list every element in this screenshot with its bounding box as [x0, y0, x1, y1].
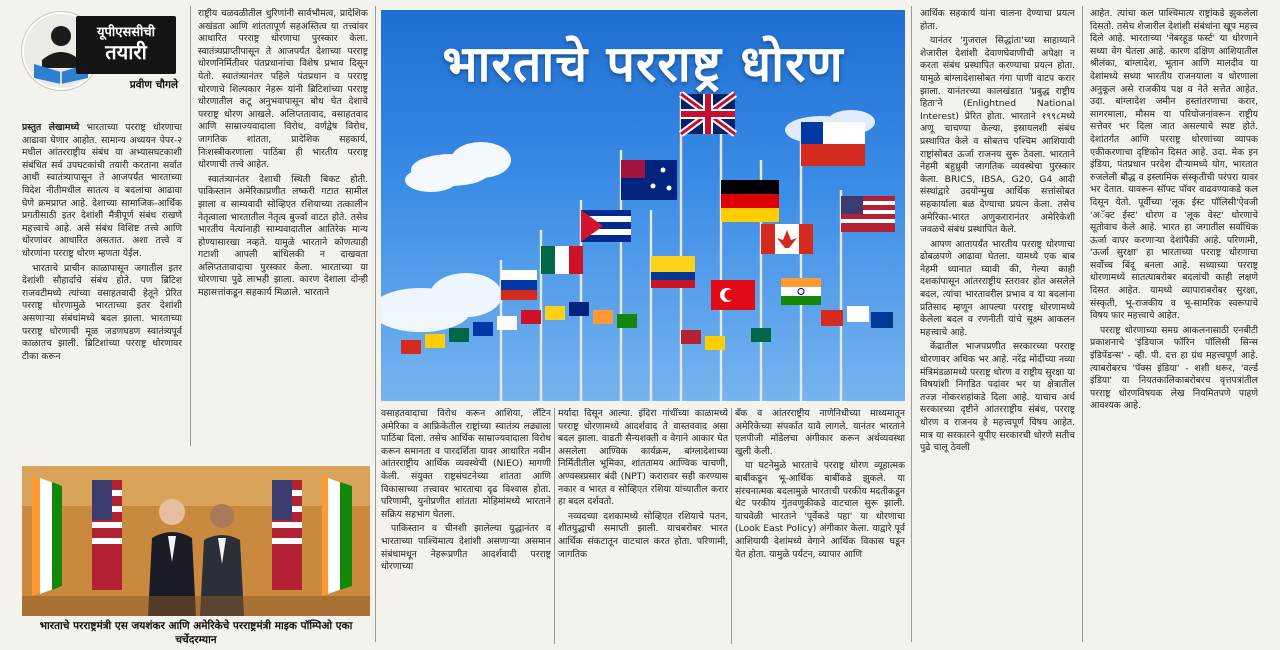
paragraph: या घटनेमुळे भारताचे परराष्ट्र धोरण व्यूहात्मक बाबींकडून भू-आर्थिक बाबींकडे झुकले. या संरचनात्मक बदलामुळे भारताची परकीय मदतीकडून थेट परकीय गुंतवणुकीकडे वाटचाल सुरू झाली. याचवेळी भारताने 'पूर्वेकडे पहा' या धोरणाचा (Look East Policy) अंगीकार केला. याद्वारे पूर्व आशियायी देशांमध्ये वेगाने आर्थिक विकास घडून येत होता. यामुळे पर्यटन, व्यापार आणि [735, 460, 905, 560]
meeting-photo [22, 466, 370, 616]
paragraph: नव्वदच्या दशकामध्ये सोव्हिएत रशियाचे पतन, शीतयुद्धाची समाप्ती झाली. याचबरोबर भारत आर्थिक संकटातून वाटचाल करत होता. परिणामी, जागतिक [558, 510, 728, 560]
flag-india [781, 278, 821, 305]
column-divider [911, 6, 912, 642]
paragraph: आपण आतापर्यंत भारतीय परराष्ट्र धोरणाचा ढोबळपणे आढावा घेतला. यामध्ये एक बाब नेहमी ध्यानात घ्यावी की, गेल्या काही दशकांपासून आंतरराष्ट्रीय स्तरावर होत असलेले बदल, त्यांचा भारतावरील प्रभाव व या बदलांना प्रतिसाद म्हणून आपल्या परराष्ट्र धोरणामध्ये केलेला बदल व रणनीती यांचे सूक्ष्म आकलन महत्त्वाचे आहे. [920, 238, 1075, 338]
flag-cuba [581, 210, 631, 242]
paragraph: बँक व आंतरराष्ट्रीय नाणेनिधीच्या माध्यमातून अमेरिकेच्या संपर्कात यावे लागले. यानंतर भारताने एलपीजी मॉडेलचा अंगीकार करून अर्थव्यवस्था खुली केली. [735, 408, 905, 457]
flag-uk [681, 94, 735, 134]
flag-india [322, 476, 352, 596]
series-title-box [76, 16, 176, 74]
series-subtitle: तयारी [105, 40, 147, 64]
article-column-4 [558, 408, 728, 644]
column-divider [731, 408, 732, 644]
flag-india [32, 476, 62, 596]
paragraph: वसाहतवादाचा विरोध करून आशिया, लॅटिन अमेरिका व आफ्रिकेतील राष्ट्रांच्या स्वातंत्र्य लढ्याला पाठिंबा दिला. तसेच आर्थिक साम्राज्यवादाला विरोध करून समानता व पारदर्शिता यावर आधारित नवीन आंतरराष्ट्रीय आर्थिक व्यवस्थेची (NIEO) मागणी केली. संयुक्त राष्ट्रसंघटनेच्या शांतता आणि विकासाच्या तत्त्वावर भारताचा दृढ विश्वास होता. परिणामी, युनोप्रणीत शांतता मोहिमांमध्ये भारताने सक्रिय सहभाग घेतला. [381, 408, 551, 520]
flag-turkey [711, 280, 755, 310]
cloud [405, 142, 511, 192]
column-divider [375, 6, 376, 642]
paragraph: केंद्रातील भाजपप्रणीत सरकारच्या परराष्ट्र धोरणावर अधिक भर आहे. नरेंद्र मोदींच्या नव्या मंत्रिमंडळामध्ये परराष्ट्र धोरण व राष्ट्रीय सुरक्षा या विषयांशी निगडित पदांवर भर या क्षेत्रातील तज्ज्ञ नोकरशहांकडे दिला आहे. याचाच अर्थ सरकारच्या दृष्टीने आंतरराष्ट्रीय संबंध, परराष्ट्र धोरण व राजनय हे महत्त्वपूर्ण विषय आहेत. मात्र या सरकारने यूपीए सरकारची धोरणे सतीच पुढे चालू ठेवली [920, 341, 1075, 454]
column-divider [1082, 6, 1083, 642]
column-divider [190, 6, 191, 446]
paragraph: राष्ट्रीय चळवळीतील धुरिणांनी सार्वभौमत्व, प्रादेशिक अखंडता आणि शांततापूर्ण सहअस्तित्व या तत्त्वांवर आधारित परराष्ट्र धोरणाचा पुरस्कार केला. स्वातंत्र्यप्राप्तीपासून ते आजपर्यंत देशाच्या परराष्ट्र धोरणनिर्मितीवर पंतप्रधानांचा विशेष प्रभाव दिसून येतो. स्वातंत्र्यानंतर पहिले पंतप्रधान व परराष्ट्र धोरणाचे शिल्पकार नेहरू यांनी ब्रिटिशांच्या परराष्ट्र धोरणातील कटू अनुभवापासून बोध घेत देशाचे परराष्ट्र धोरण आखले. अलिप्ततावाद, वसाहतवाद आणि साम्राज्यवादाला विरोध, वर्णद्वेष विरोध, जागतिक शांतता, प्रादेशिक सहकार्य, निःशस्त्रीकरणाला पाठिंबा ही भारतीय परराष्ट्र धोरणाची तत्त्वे आहेत. [198, 8, 368, 171]
paragraph: आहेत. त्यांचा कल पाश्चिमात्य राष्ट्रांकडे झुकलेला दिसतो. तसेच शेजारील देशांशी संबंधांना खूप महत्त्व दिले आहे. भारताच्या 'नेबरहूड फर्स्ट' या धोरणाने सध्या वेग घेतला आहे. कारण दक्षिण आशियातील श्रीलंका, बांग्लादेश, भूतान आणि मालदीव या देशांमध्ये सध्या भारतीय राजनयाला व धोरणाला अनुकूल असे राजकीय पक्ष व नेते सत्तेत आहेत. उदा. बांग्लादेश जमीन हस्तांतरणाचा करार, सागरमाला, मौसम या परियोजनांवरून राष्ट्रीय सत्तेवर भर दिला जात असल्याचे स्पष्ट होते. देशांतर्गत आणि परराष्ट्र धोरणांच्या व्यापक एकीकरणाचा दृष्टिकोन दिसत आहे. उदा. मेक इन इंडिया, पंतप्रधान परदेश दौऱ्यामध्ये योग, भारतात रुजलेली बौद्ध व इस्लामिक संस्कृतीची परंपरा यावर भर देतात. यावरून सॉफ्ट पॉवर वाढवण्याकडे कल दिसून येतो. पूर्वीच्या 'लूक ईस्ट पॉलिसी'ऐवजी 'अॅक्ट ईस्ट' धोरण व 'लूक वेस्ट' धोरणाचे सूतोवाच केले आहे. भारत हा जगातील सर्वाधिक ऊर्जा वापर करणाऱ्या देशांपैकी आहे. परिणामी, 'ऊर्जा सुरक्षा' हा भारताच्या परराष्ट्र धोरणाचा सर्वोच्च बिंदू बनला आहे. सध्याच्या परराष्ट्र धोरणामध्ये सातत्याबरोबर बदलांची काही लक्षणे दिसत आहेत. यामध्ये व्यापाराबरोबर सुरक्षा, संस्कृती, भू-राजकीय व भू-सामरिक स्वरूपाचे विषय फार महत्त्वाचे आहेत. [1090, 8, 1258, 322]
headline: भारताचे परराष्ट्र धोरण [442, 35, 844, 93]
flag-usa [92, 480, 122, 590]
article-column-1 [22, 122, 182, 444]
flag-canada [761, 224, 813, 254]
flag-mexico [541, 246, 583, 274]
flag-usa [272, 480, 302, 590]
paragraph: भारताचे प्राचीन काळापासून जगातील इतर देशांशी सौहार्दाचे संबंध होते. पण ब्रिटिश राजवटीमध्ये त्यांच्या वसाहतवादी हेतूने प्रेरित परराष्ट्र धोरणामुळे भारताच्या इतर देशांशी असणाऱ्या संबंधांमध्ये बदल झाला. भारताच्या परराष्ट्र धोरणाची मूळ जडणघडण स्वातंत्र्यपूर्व काळातच झाली. ब्रिटिशांच्या परराष्ट्र धोरणावर टीका करून [22, 262, 182, 362]
paragraph: मर्यादा दिसून आल्या. इंदिरा गांधींच्या काळामध्ये परराष्ट्र धोरणामध्ये आदर्शवाद ते वास्तववाद असा बदल झाला. वाढती सैन्यशक्ती व वेगाने आकार घेत असलेला आण्विक कार्यक्रम, बांग्लादेशाच्या निर्मितीतील भूमिका, शांततामय आण्विक चाचणी, अण्वस्त्रप्रसार बंदी (NPT) करारावर सही करण्यास नकार व भारत व सोव्हिएत रशिया यांच्यातील करार हा बदल दर्शवतो. [558, 408, 728, 508]
paragraph: यानंतर 'गुजराल सिद्धांता'च्या साहाय्याने शेजारील देशांशी देवाणघेवाणीची अपेक्षा न करता संबंध प्रस्थापित करण्याचा प्रयत्न होता. यामुळे बांग्लादेशासोबत गंगा पाणी वाटप करार झाला. यानंतरच्या कालखंडात 'प्रबुद्ध राष्ट्रीय हिता'ने (Enlightned National Interest) प्रेरित होता. भारताने १९९८मध्ये अणू चाचण्या केल्या, इस्रायलशी संबंध प्रस्थापित केले व सोबतच पश्चिम आशियायी राष्ट्रांसोबत ऊर्जा राजनय सुरू ठेवला. भारताने नेहमी बहुध्रुवी जागतिक व्यवस्थेचा पुरस्कार केला. BRICS, IBSA, G20, G4 आदी संस्थांद्वारे उदयोन्मुख आर्थिक सत्तांसोबत सहकार्याला बळ देण्याचा प्रयत्न केला. तसेच अमेरिका-भारत अणुकरारानंतर अमेरिकेशी जवळचे संबंध प्रस्थापित केले. [920, 35, 1075, 236]
column-badge [22, 10, 182, 108]
series-name: यूपीएससीची [96, 25, 156, 40]
flag-colombia [651, 256, 695, 288]
paragraph: पाकिस्तान व चीनशी झालेल्या युद्धानंतर व भारताच्या पाश्चिमात्य देशांशी असणाऱ्या असमान संबंधामधून नेहरूप्रणीत आदर्शवादी परराष्ट्र धोरणाच्या [381, 523, 551, 573]
paragraph: प्रस्तुत लेखामध्ये भारताच्या परराष्ट्र धोरणाचा आढावा घेणार आहोत. सामान्य अध्ययन पेपर-२ मधील आंतरराष्ट्रीय संबंध या अभ्यासघटकाशी संबंधित सर्व उपघटकांची तयारी करताना सर्वात आधी स्वातंत्र्यापासून ते आजपर्यंत भारताच्या विदेश नीतीमधील सातत्य व बदलांचा आढावा घेणे क्रमप्राप्त आहे. देशाच्या सामाजिक-आर्थिक प्रगतीसाठी इतर देशांशी मैत्रीपूर्ण संबंध राखणे महत्त्वाचे आहे. असे संबंध विशिष्ट तत्त्वे आणि धोरणांवर आधारित असतात. अशा तत्त्वे व धोरणांना परराष्ट्र धोरण म्हणता येईल. [22, 122, 182, 259]
paragraph: आर्थिक सहकार्य यांना चालना देण्याचा प्रयत्न होता. [920, 8, 1075, 32]
column-divider [554, 408, 555, 644]
flag-germany [721, 180, 779, 222]
article-column-2 [198, 8, 368, 444]
author-name: प्रवीण चौगले [129, 79, 178, 91]
article-column-7 [1090, 8, 1258, 644]
article-column-3 [381, 408, 551, 644]
lead-in: प्रस्तुत लेखामध्ये [22, 122, 80, 133]
hero-flags-image [381, 10, 905, 401]
paragraph: स्वातंत्र्यानंतर देशाची स्थिती बिकट होती. पाकिस्तान अमेरिकाप्रणीत लष्करी गटात सामील झाला व साम्यवादी सोव्हिएत रशियाच्या तत्कालीन नेतृत्वाला भारतातील नेतृत्व बुर्ज्वा वाटत होते. तसेच भारतीय नेत्यांनाही साम्यवादातील आतिरेक मान्य होण्यासारखा नव्हते. यामुळे भारताने कोणत्याही गटाशी आपली बांधिलकी न दाखवता अलिप्ततावादाचा पुरस्कार केला. भारताच्या या धोरणाचा पुढे लाभही झाला. कारण देशाला दोन्ही महासत्तांकडून सहकार्य मिळाले. भारताने [198, 173, 368, 299]
flag-chile [801, 122, 865, 166]
flag-australia [621, 160, 677, 200]
flag-usa [841, 196, 895, 232]
flag-russia [501, 270, 537, 300]
article-column-5 [735, 408, 905, 644]
paragraph: परराष्ट्र धोरणाच्या समग्र आकलनासाठी एनबीटी प्रकाशनाचे 'इंडियाज फॉरिन पॉलिसी सिन्स इंडिपेंडन्स' - व्ही. पी. दत्त हा ग्रंथ महत्त्वपूर्ण आहे. त्याबरोबरच 'पॅक्स इंडिया' - शशी थरूर, 'वर्ल्ड इंडिया' या नियतकालिकाबरोबरच वृत्तपत्रांतील परराष्ट्र धोरणविषयक लेख नियमितपणे पाहणे आवश्यक आहे. [1090, 324, 1258, 412]
photo-caption: भारताचे परराष्ट्रमंत्री एस जयशंकर आणि अमेरिकेचे परराष्ट्रमंत्री माइक पॉम्पिओ एका चर्चेदरम्यान [39, 620, 353, 646]
article-column-6 [920, 8, 1075, 644]
